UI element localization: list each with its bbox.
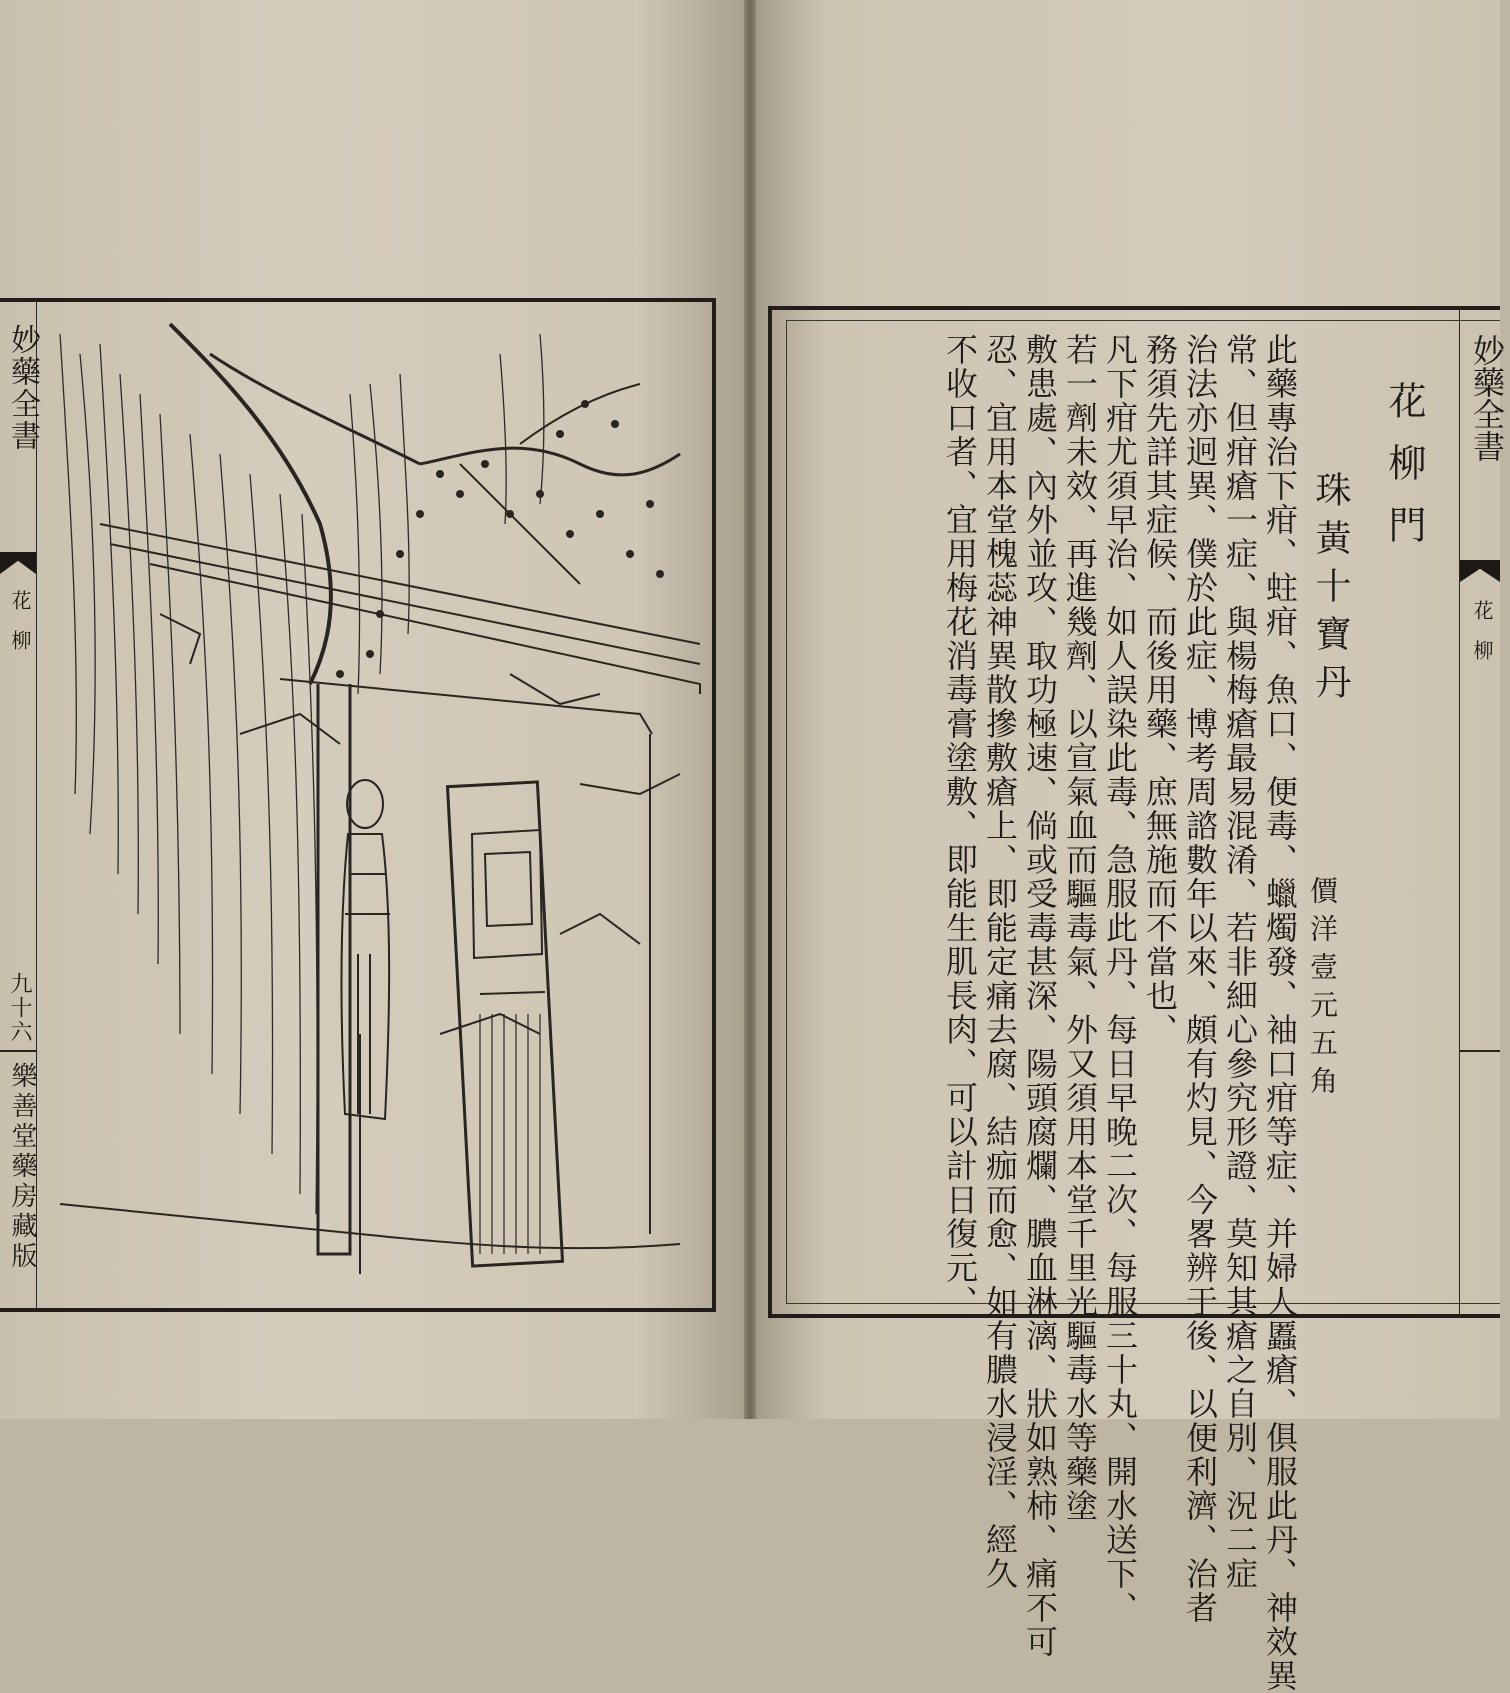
category-heading: 花柳門 bbox=[1382, 381, 1426, 567]
left-margin-title: 妙藥全書 bbox=[5, 324, 40, 452]
left-margin-column bbox=[0, 302, 40, 1308]
woodblock-illustration bbox=[40, 314, 704, 1300]
publisher-imprint: 樂善堂藥房藏版 bbox=[7, 1062, 37, 1272]
body-text-column: 凡下疳尤須早治、如人誤染此毒、急服此丹、每日早晚二次、每服三十丸、開水送下、 bbox=[1101, 333, 1139, 1625]
book-gutter bbox=[744, 0, 756, 1419]
page-number: 九十六 bbox=[7, 972, 32, 1044]
fishtail-mark-icon bbox=[1460, 560, 1500, 582]
body-text-column: 務須先詳其症候、而後用藥、庶無施而不當也、 bbox=[1141, 333, 1179, 1047]
body-text-column: 常、但疳瘡一症、與楊梅瘡最易混淆、若非細心參究形證、莫知其瘡之自別、況二症 bbox=[1221, 333, 1259, 1591]
text-area bbox=[786, 320, 1500, 1693]
vertical-text-block bbox=[787, 321, 1500, 1693]
body-text-column: 不收口者、宜用梅花消毒膏塗敷、即能生肌長肉、可以計日復元、 bbox=[941, 333, 979, 1319]
body-text-column: 若一劑未效、再進幾劑、以宣氣血而驅毒氣、外又須用本堂千里光驅毒水等藥塗 bbox=[1061, 333, 1099, 1523]
margin-divider bbox=[0, 1050, 36, 1052]
right-page-frame bbox=[768, 306, 1506, 1693]
body-text-column: 此藥專治下疳、蛀疳、魚口、便毒、蠟燭發、袖口疳等症、并婦人䘌瘡、俱服此丹、神效異 bbox=[1261, 333, 1299, 1693]
left-margin-section: 花柳 bbox=[8, 590, 32, 670]
product-name: 珠黃十寶丹 bbox=[1310, 471, 1351, 711]
body-text-column: 治法亦迥異、僕於此症、博考周諮數年以來、頗有灼見、今畧辨于後、以便利濟、治者 bbox=[1181, 333, 1219, 1625]
margin-divider bbox=[1460, 1050, 1500, 1052]
right-margin-title: 妙藥全書 bbox=[1468, 334, 1506, 462]
body-text-column: 忍、宜用本堂槐蕊神異散摻敷瘡上、即能定痛去腐、結痂而愈、如有膿水浸淫、經久 bbox=[981, 333, 1019, 1591]
body-text-column: 敷患處、內外並攻、取功極速、倘或受毒甚深、陽頭腐爛、膿血淋漓、狀如熟柿、痛不可 bbox=[1021, 333, 1059, 1659]
price: 價洋壹元五角 bbox=[1306, 876, 1339, 1104]
right-margin-section: 花柳 bbox=[1470, 600, 1494, 680]
fishtail-mark-icon bbox=[0, 552, 36, 574]
left-page-frame bbox=[0, 298, 716, 1312]
right-margin-column bbox=[1459, 310, 1506, 1314]
